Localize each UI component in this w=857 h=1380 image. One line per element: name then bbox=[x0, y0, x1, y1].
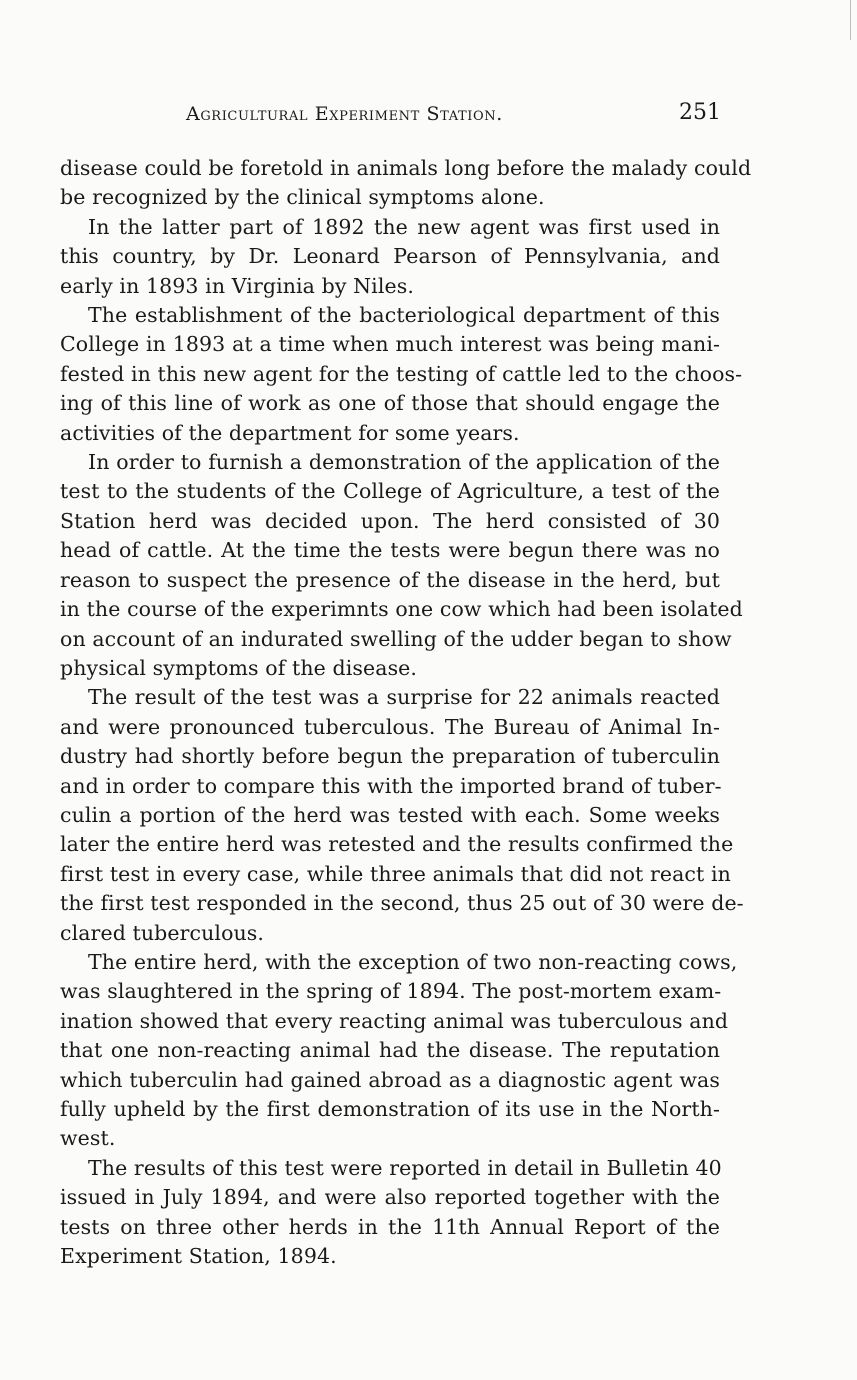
text-line: later the entire herd was retested and the results confirmed the bbox=[60, 832, 734, 857]
paragraph bbox=[60, 213, 720, 301]
paragraph bbox=[60, 448, 743, 683]
text-line: head of cattle. At the time the tests were begun there was no bbox=[60, 538, 720, 563]
running-header bbox=[186, 100, 721, 133]
text-line: be recognized by the clinical symptoms alone. bbox=[60, 185, 545, 210]
paragraph bbox=[60, 1154, 720, 1272]
text-line: In order to furnish a demonstration of the application of the bbox=[88, 450, 720, 475]
text-line: that one non-reacting animal had the disease. The reputation bbox=[60, 1038, 720, 1063]
text-line: west. bbox=[60, 1126, 116, 1151]
text-line: activities of the department for some years. bbox=[60, 420, 520, 445]
text-line: and in order to compare this with the imported brand of tuber- bbox=[60, 773, 722, 798]
paragraph bbox=[60, 683, 744, 948]
text-line: The entire herd, with the exception of two non-reacting cows, bbox=[88, 949, 738, 974]
text-line: fested in this new agent for the testing of cattle led to the choos- bbox=[60, 361, 743, 386]
text-line: The results of this test were reported in detail in Bulletin 40 bbox=[88, 1155, 722, 1180]
paragraph bbox=[60, 154, 752, 213]
text-line: was slaughtered in the spring of 1894. The post-mortem exam- bbox=[60, 979, 722, 1004]
paragraph bbox=[60, 301, 743, 448]
text-line: which tuberculin had gained abroad as a diagnostic agent was bbox=[60, 1067, 720, 1092]
text-line: on account of an indurated swelling of the udder began to show bbox=[60, 626, 732, 651]
text-line: clared tuberculous. bbox=[60, 920, 265, 945]
page-edge-line bbox=[850, 0, 851, 40]
body-text bbox=[60, 154, 752, 1271]
text-line: and were pronounced tuberculous. The Bureau of Animal In- bbox=[60, 714, 720, 739]
text-line: Station herd was decided upon. The herd consisted of 30 bbox=[60, 508, 720, 533]
page-number: 251 bbox=[679, 100, 721, 125]
running-title: Agricultural Experiment Station. bbox=[186, 103, 503, 125]
text-line: In the latter part of 1892 the new agent was first used in bbox=[88, 214, 720, 239]
text-line: issued in July 1894, and were also reported together with the bbox=[60, 1185, 720, 1210]
text-line: The establishment of the bacteriological department of this bbox=[88, 303, 720, 328]
text-line: first test in every case, while three animals that did not react in bbox=[60, 861, 731, 886]
text-line: in the course of the experimnts one cow which had been isolated bbox=[60, 597, 743, 622]
text-line: physical symptoms of the disease. bbox=[60, 655, 418, 680]
text-line: The result of the test was a surprise for 22 animals reacted bbox=[88, 685, 720, 710]
text-line: culin a portion of the herd was tested with each. Some weeks bbox=[60, 802, 720, 827]
text-line: test to the students of the College of Agriculture, a test of the bbox=[60, 479, 720, 504]
text-line: the first test responded in the second, thus 25 out of 30 were de- bbox=[60, 891, 744, 916]
text-line: Experiment Station, 1894. bbox=[60, 1244, 337, 1269]
text-line: ing of this line of work as one of those that should engage the bbox=[60, 391, 720, 416]
text-line: early in 1893 in Virginia by Niles. bbox=[60, 273, 414, 298]
paragraph bbox=[60, 948, 738, 1154]
text-line: ination showed that every reacting animal was tuberculous and bbox=[60, 1008, 729, 1033]
text-line: tests on three other herds in the 11th Annual Report of the bbox=[60, 1214, 720, 1239]
text-line: dustry had shortly before begun the preparation of tuberculin bbox=[60, 744, 720, 769]
text-line: this country, by Dr. Leonard Pearson of Pennsylvania, and bbox=[60, 244, 720, 269]
text-line: disease could be foretold in animals long before the malady could bbox=[60, 156, 752, 180]
text-line: fully upheld by the first demonstration of its use in the North- bbox=[60, 1097, 720, 1121]
text-line: College in 1893 at a time when much interest was being mani- bbox=[60, 332, 720, 357]
text-line: reason to suspect the presence of the disease in the herd, but bbox=[60, 567, 720, 592]
